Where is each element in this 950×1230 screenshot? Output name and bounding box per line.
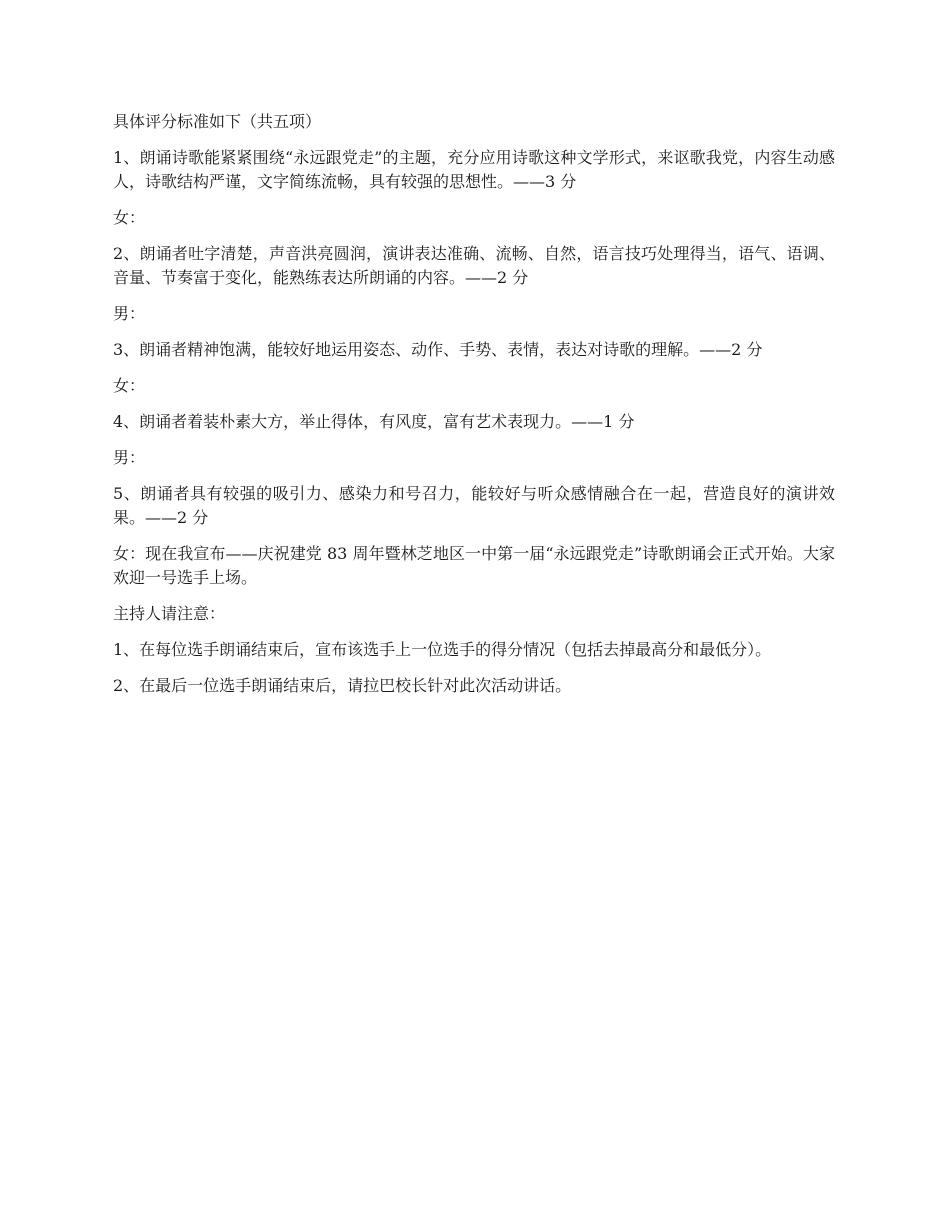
criterion-5: 5、朗诵者具有较强的吸引力、感染力和号召力，能较好与听众感情融合在一起，营造良好的演讲效果。——2 分 xyxy=(113,484,835,527)
scoring-criteria-heading: 具体评分标准如下（共五项） xyxy=(113,112,322,131)
host-note-2: 2、在最后一位选手朗诵结束后，请拉巴校长针对此次活动讲话。 xyxy=(113,676,572,695)
document-body xyxy=(113,110,835,710)
speaker-female-1: 女： xyxy=(113,208,146,227)
criterion-4: 4、朗诵者着装朴素大方，举止得体，有风度，富有艺术表现力。——1 分 xyxy=(113,412,635,431)
speaker-male-2: 男： xyxy=(113,448,146,467)
host-note-1: 1、在每位选手朗诵结束后，宣布该选手上一位选手的得分情况（包括去掉最高分和最低分）。 xyxy=(113,640,772,659)
criterion-2: 2、朗诵者吐字清楚，声音洪亮圆润，演讲表达准确、流畅、自然，语言技巧处理得当，语气、语调、音量、节奏富于变化，能熟练表达所朗诵的内容。——2 分 xyxy=(113,244,835,287)
speaker-male-1: 男： xyxy=(113,304,146,323)
speaker-female-2: 女： xyxy=(113,376,146,395)
host-notes-heading: 主持人请注意： xyxy=(113,604,226,623)
opening-announcement: 女：现在我宣布——庆祝建党 83 周年暨林芝地区一中第一届“永远跟党走”诗歌朗诵会正式开始。大家欢迎一号选手上场。 xyxy=(113,544,835,587)
criterion-1: 1、朗诵诗歌能紧紧围绕“永远跟党走”的主题，充分应用诗歌这种文学形式，来讴歌我党，内容生动感人，诗歌结构严谨，文字简练流畅，具有较强的思想性。——3 分 xyxy=(113,148,835,191)
criterion-3: 3、朗诵者精神饱满，能较好地运用姿态、动作、手势、表情，表达对诗歌的理解。——2 分 xyxy=(113,340,763,359)
